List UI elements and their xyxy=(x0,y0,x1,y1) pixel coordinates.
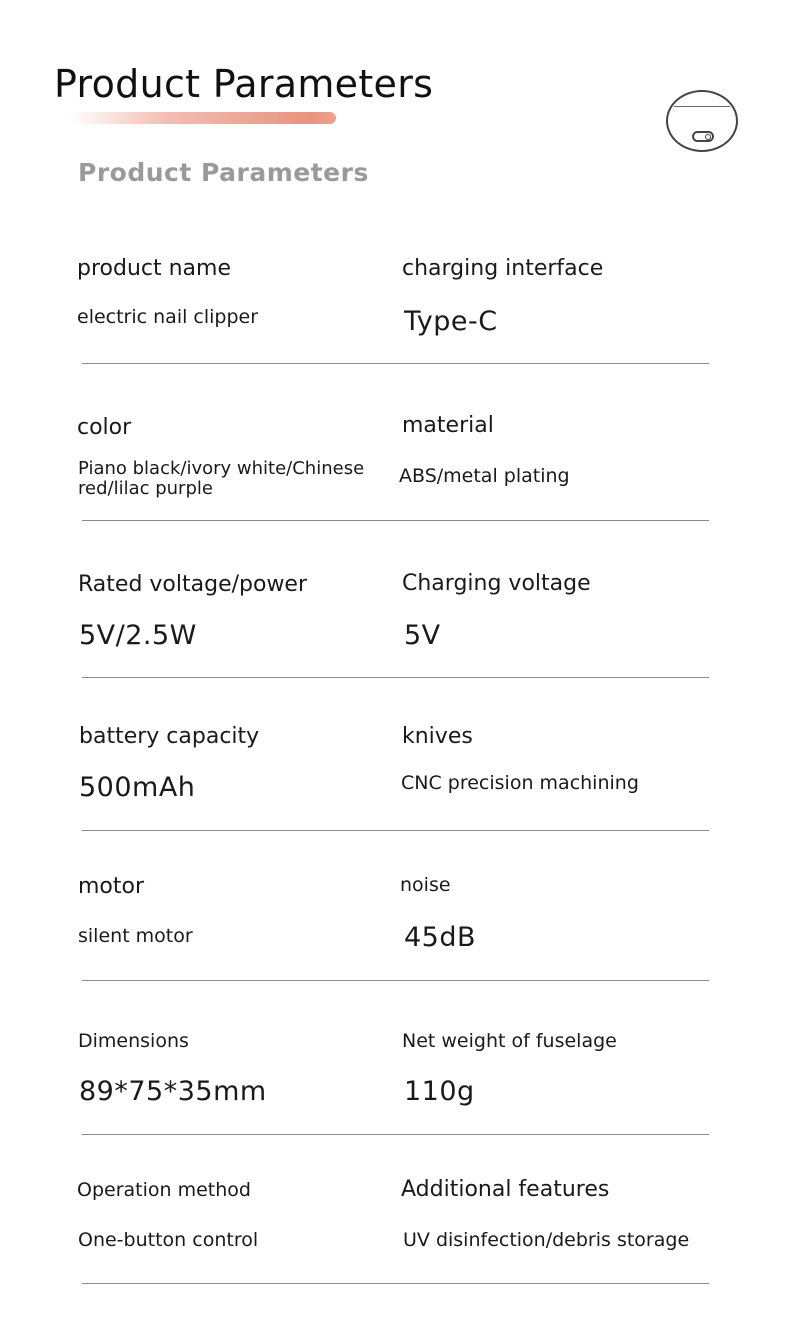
spec-value: Piano black/ivory white/Chinese red/lilac purple xyxy=(78,458,365,499)
section-subtitle: Product Parameters xyxy=(78,158,369,187)
spec-label: color xyxy=(77,415,132,440)
spec-value: 45dB xyxy=(404,922,477,953)
spec-value: electric nail clipper xyxy=(77,306,259,328)
title-underline-accent xyxy=(70,112,336,124)
spec-label: knives xyxy=(402,724,473,749)
row-divider xyxy=(82,363,709,364)
spec-value: ABS/metal plating xyxy=(399,465,570,487)
spec-value: 5V xyxy=(404,620,441,651)
spec-value: UV disinfection/debris storage xyxy=(403,1229,690,1251)
row-divider xyxy=(82,1283,709,1284)
nail-clipper-device-icon xyxy=(666,90,738,152)
spec-value: 110g xyxy=(404,1076,475,1107)
spec-label: Net weight of fuselage xyxy=(402,1030,617,1052)
spec-label: noise xyxy=(400,874,451,896)
spec-label: Rated voltage/power xyxy=(78,572,308,597)
spec-value: 5V/2.5W xyxy=(79,620,197,651)
spec-label: battery capacity xyxy=(79,724,260,749)
spec-value: 89*75*35mm xyxy=(79,1076,267,1107)
spec-value: 500mAh xyxy=(79,772,196,803)
spec-value: Type-C xyxy=(404,306,498,337)
spec-label: Operation method xyxy=(77,1179,251,1201)
row-divider xyxy=(82,980,709,981)
spec-value: One-button control xyxy=(78,1229,259,1251)
spec-label: charging interface xyxy=(402,256,604,281)
row-divider xyxy=(82,830,709,831)
spec-label: material xyxy=(402,413,494,438)
spec-value: silent motor xyxy=(78,925,193,947)
spec-label: product name xyxy=(77,256,231,281)
spec-label: motor xyxy=(78,874,145,899)
spec-label: Additional features xyxy=(401,1177,610,1202)
row-divider xyxy=(82,677,709,678)
page-title: Product Parameters xyxy=(54,62,434,106)
spec-label: Dimensions xyxy=(78,1030,189,1052)
spec-label: Charging voltage xyxy=(402,571,591,596)
spec-value: CNC precision machining xyxy=(401,772,639,794)
row-divider xyxy=(82,520,709,521)
row-divider xyxy=(82,1134,709,1135)
